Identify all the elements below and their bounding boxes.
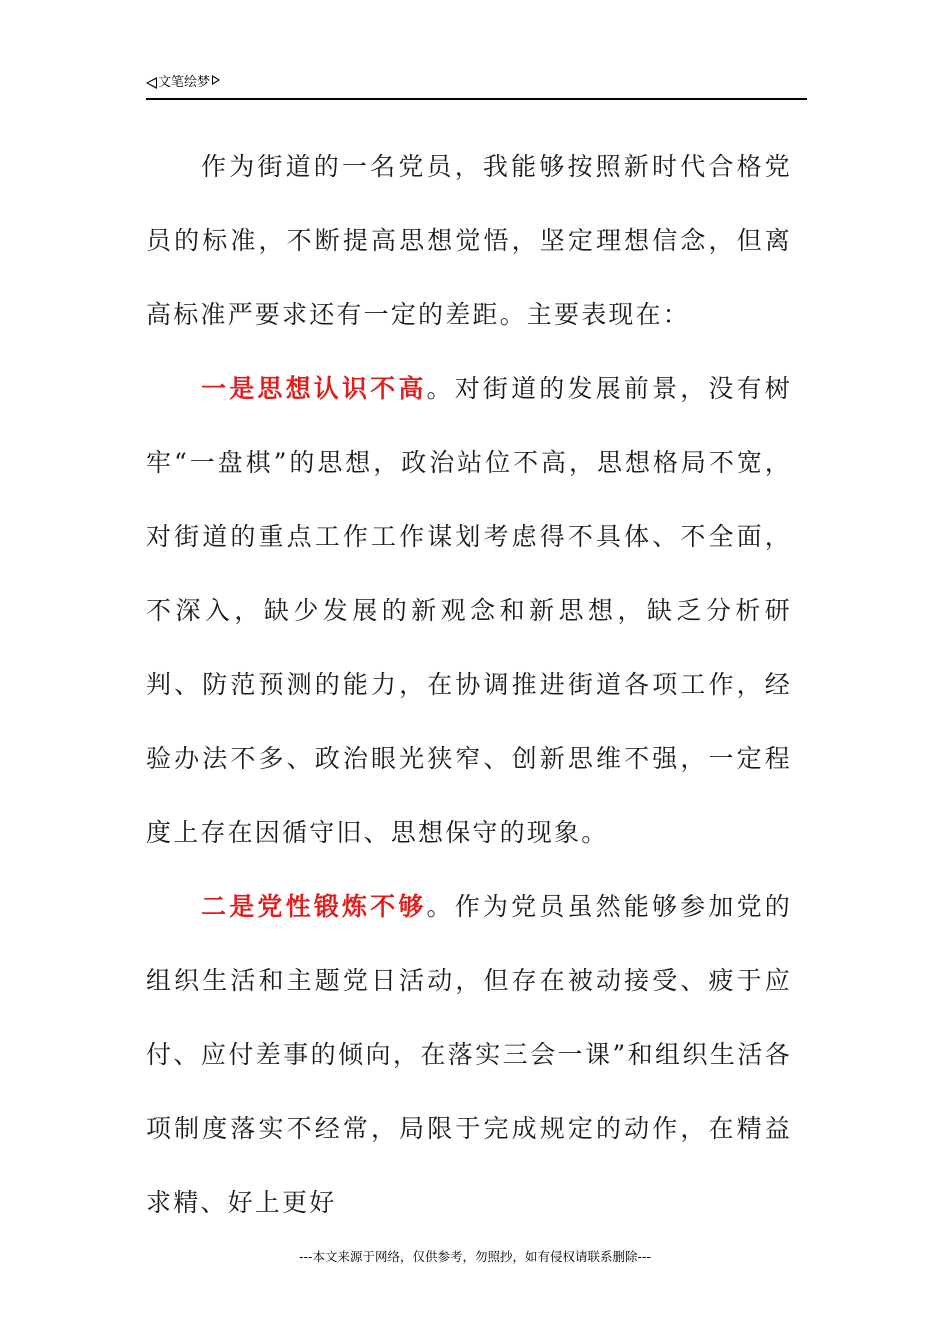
triangle-right-icon bbox=[212, 75, 220, 85]
footer-notice: ---本文来源于网络，仅供参考，勿照抄，如有侵权请联系删除--- bbox=[298, 1249, 652, 1264]
paragraph-text: 。作为党员虽然能够参加党的组织生活和主题党日活动，但存在被动接受、疲于应付、应付差事的倾向，在落实三会一课”和组织生活各项制度落实不经常，局限于完成规定的动作，在精益求精、好上更好 bbox=[146, 892, 792, 1217]
triangle-left-icon bbox=[146, 77, 157, 89]
page-header bbox=[146, 72, 807, 100]
paragraph-text: 。对街道的发展前景，没有树牢“一盘棋”的思想，政治站位不高，思想格局不宽，对街道的重点工作工作谋划考虑得不具体、不全面，不深入，缺少发展的新观念和新思想，缺乏分析研判、防范预测的能力，在协调推进街道各项工作，经验办法不多、政治眼光狭窄、创新思维不强，一定程度上存在因循守旧、思想保守的现象。 bbox=[146, 374, 792, 847]
paragraph-point-two bbox=[146, 870, 792, 1240]
paragraph-point-one bbox=[146, 352, 792, 870]
header-title: 文笔绘梦 bbox=[158, 75, 211, 90]
paragraph-intro bbox=[146, 130, 792, 352]
point-heading: 二是党性锻炼不够 bbox=[201, 892, 427, 921]
point-heading: 一是思想认识不高 bbox=[201, 374, 427, 403]
paragraph-text: 作为街道的一名党员，我能够按照新时代合格党员的标准，不断提高思想觉悟，坚定理想信念，但离高标准严要求还有一定的差距。主要表现在： bbox=[146, 152, 792, 329]
document-body bbox=[146, 130, 792, 1240]
